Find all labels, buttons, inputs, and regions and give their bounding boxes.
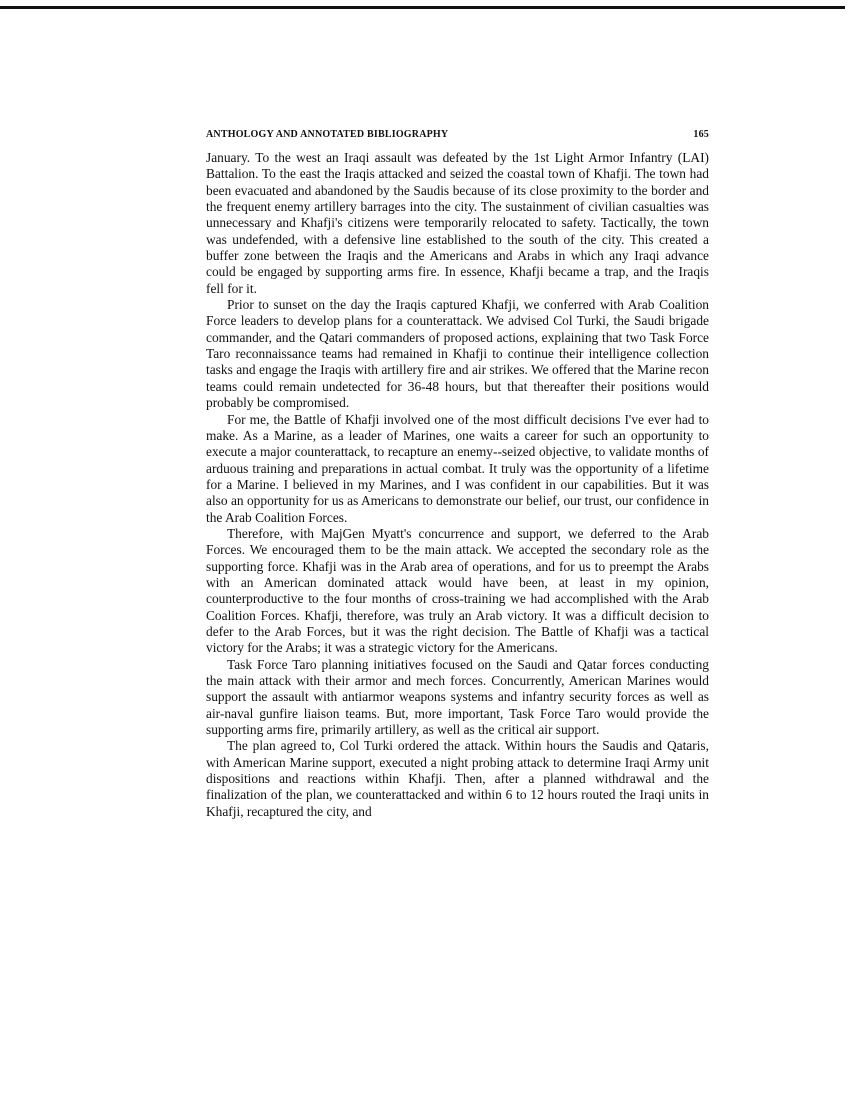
top-rule [0, 6, 845, 9]
paragraph: Task Force Taro planning initiatives focused on the Saudi and Qatar forces conducting the main attack with their armor and mech forces. Concurrently, American Marines would support the assault with antiarmor weapons systems and infantry security forces as well as air-naval gunfire liaison teams. But, more important, Task Force Taro would provide the supporting arms fire, primarily artillery, as well as the critical air support. [206, 656, 709, 738]
paragraph: January. To the west an Iraqi assault was defeated by the 1st Light Armor Infantry (LAI) Battalion. To the east the Iraqis attacked and seized the coastal town of Khafji. The town had been evacuated and abandoned by the Saudis because of its close proximity to the border and the frequent enemy artillery barrages into the city. The sustainment of civilian casualties was unnecessary and Khafji's citizens were temporarily relocated to safety. Tactically, the town was undefended, with a defensive line established to the south of the city. This created a buffer zone between the Iraqis and the Americans and Arabs in which any Iraqi advance could be engaged by supporting arms fire. In essence, Khafji became a trap, and the Iraqis fell for it. [206, 150, 709, 296]
paragraph: For me, the Battle of Khafji involved one of the most difficult decisions I've ever had to make. As a Marine, as a leader of Marines, one waits a career for such an opportunity to execute a major counterattack, to recapture an enemy--seized objective, to validate months of arduous training and preparations in actual combat. It truly was the opportunity of a lifetime for a Marine. I believed in my Marines, and I was confident in our capabilities. But it was also an opportunity for us as Americans to demonstrate our belief, our trust, our confidence in the Arab Coalition Forces. [206, 411, 709, 525]
paragraph: The plan agreed to, Col Turki ordered the attack. Within hours the Saudis and Qataris, with American Marine support, executed a night probing attack to determine Iraqi Army unit dispositions and reactions within Khafji. Then, after a planned withdrawal and the finalization of the plan, we counterattacked and within 6 to 12 hours routed the Iraqi units in Khafji, recaptured the city, and [206, 738, 709, 819]
paragraph: Therefore, with MajGen Myatt's concurrence and support, we deferred to the Arab Forces. We encouraged them to be the main attack. We accepted the secondary role as the supporting force. Khafji was in the Arab area of operations, and for us to preempt the Arabs with an American dominated attack would have been, at least in my opinion, counterproductive to the four months of cross-training we had accomplished with the Arab Coalition Forces. Khafji, therefore, was truly an Arab victory. It was a difficult decision to defer to the Arab Forces, but it was the right decision. The Battle of Khafji was a tactical victory for the Arabs; it was a strategic victory for the Americans. [206, 525, 709, 656]
page-number: 165 [693, 129, 709, 140]
body-text [206, 150, 709, 820]
running-head-title: ANTHOLOGY AND ANNOTATED BIBLIOGRAPHY [206, 129, 449, 140]
paragraph: Prior to sunset on the day the Iraqis captured Khafji, we conferred with Arab Coalition Force leaders to develop plans for a counterattack. We advised Col Turki, the Saudi brigade commander, and the Qatari commanders of proposed actions, explaining that two Task Force Taro reconnaissance teams had remained in Khafji to continue their intelligence collection tasks and engage the Iraqis with artillery fire and air strikes. We offered that the Marine recon teams could remain undetected for 36-48 hours, but that thereafter their positions would probably be compromised. [206, 297, 709, 411]
